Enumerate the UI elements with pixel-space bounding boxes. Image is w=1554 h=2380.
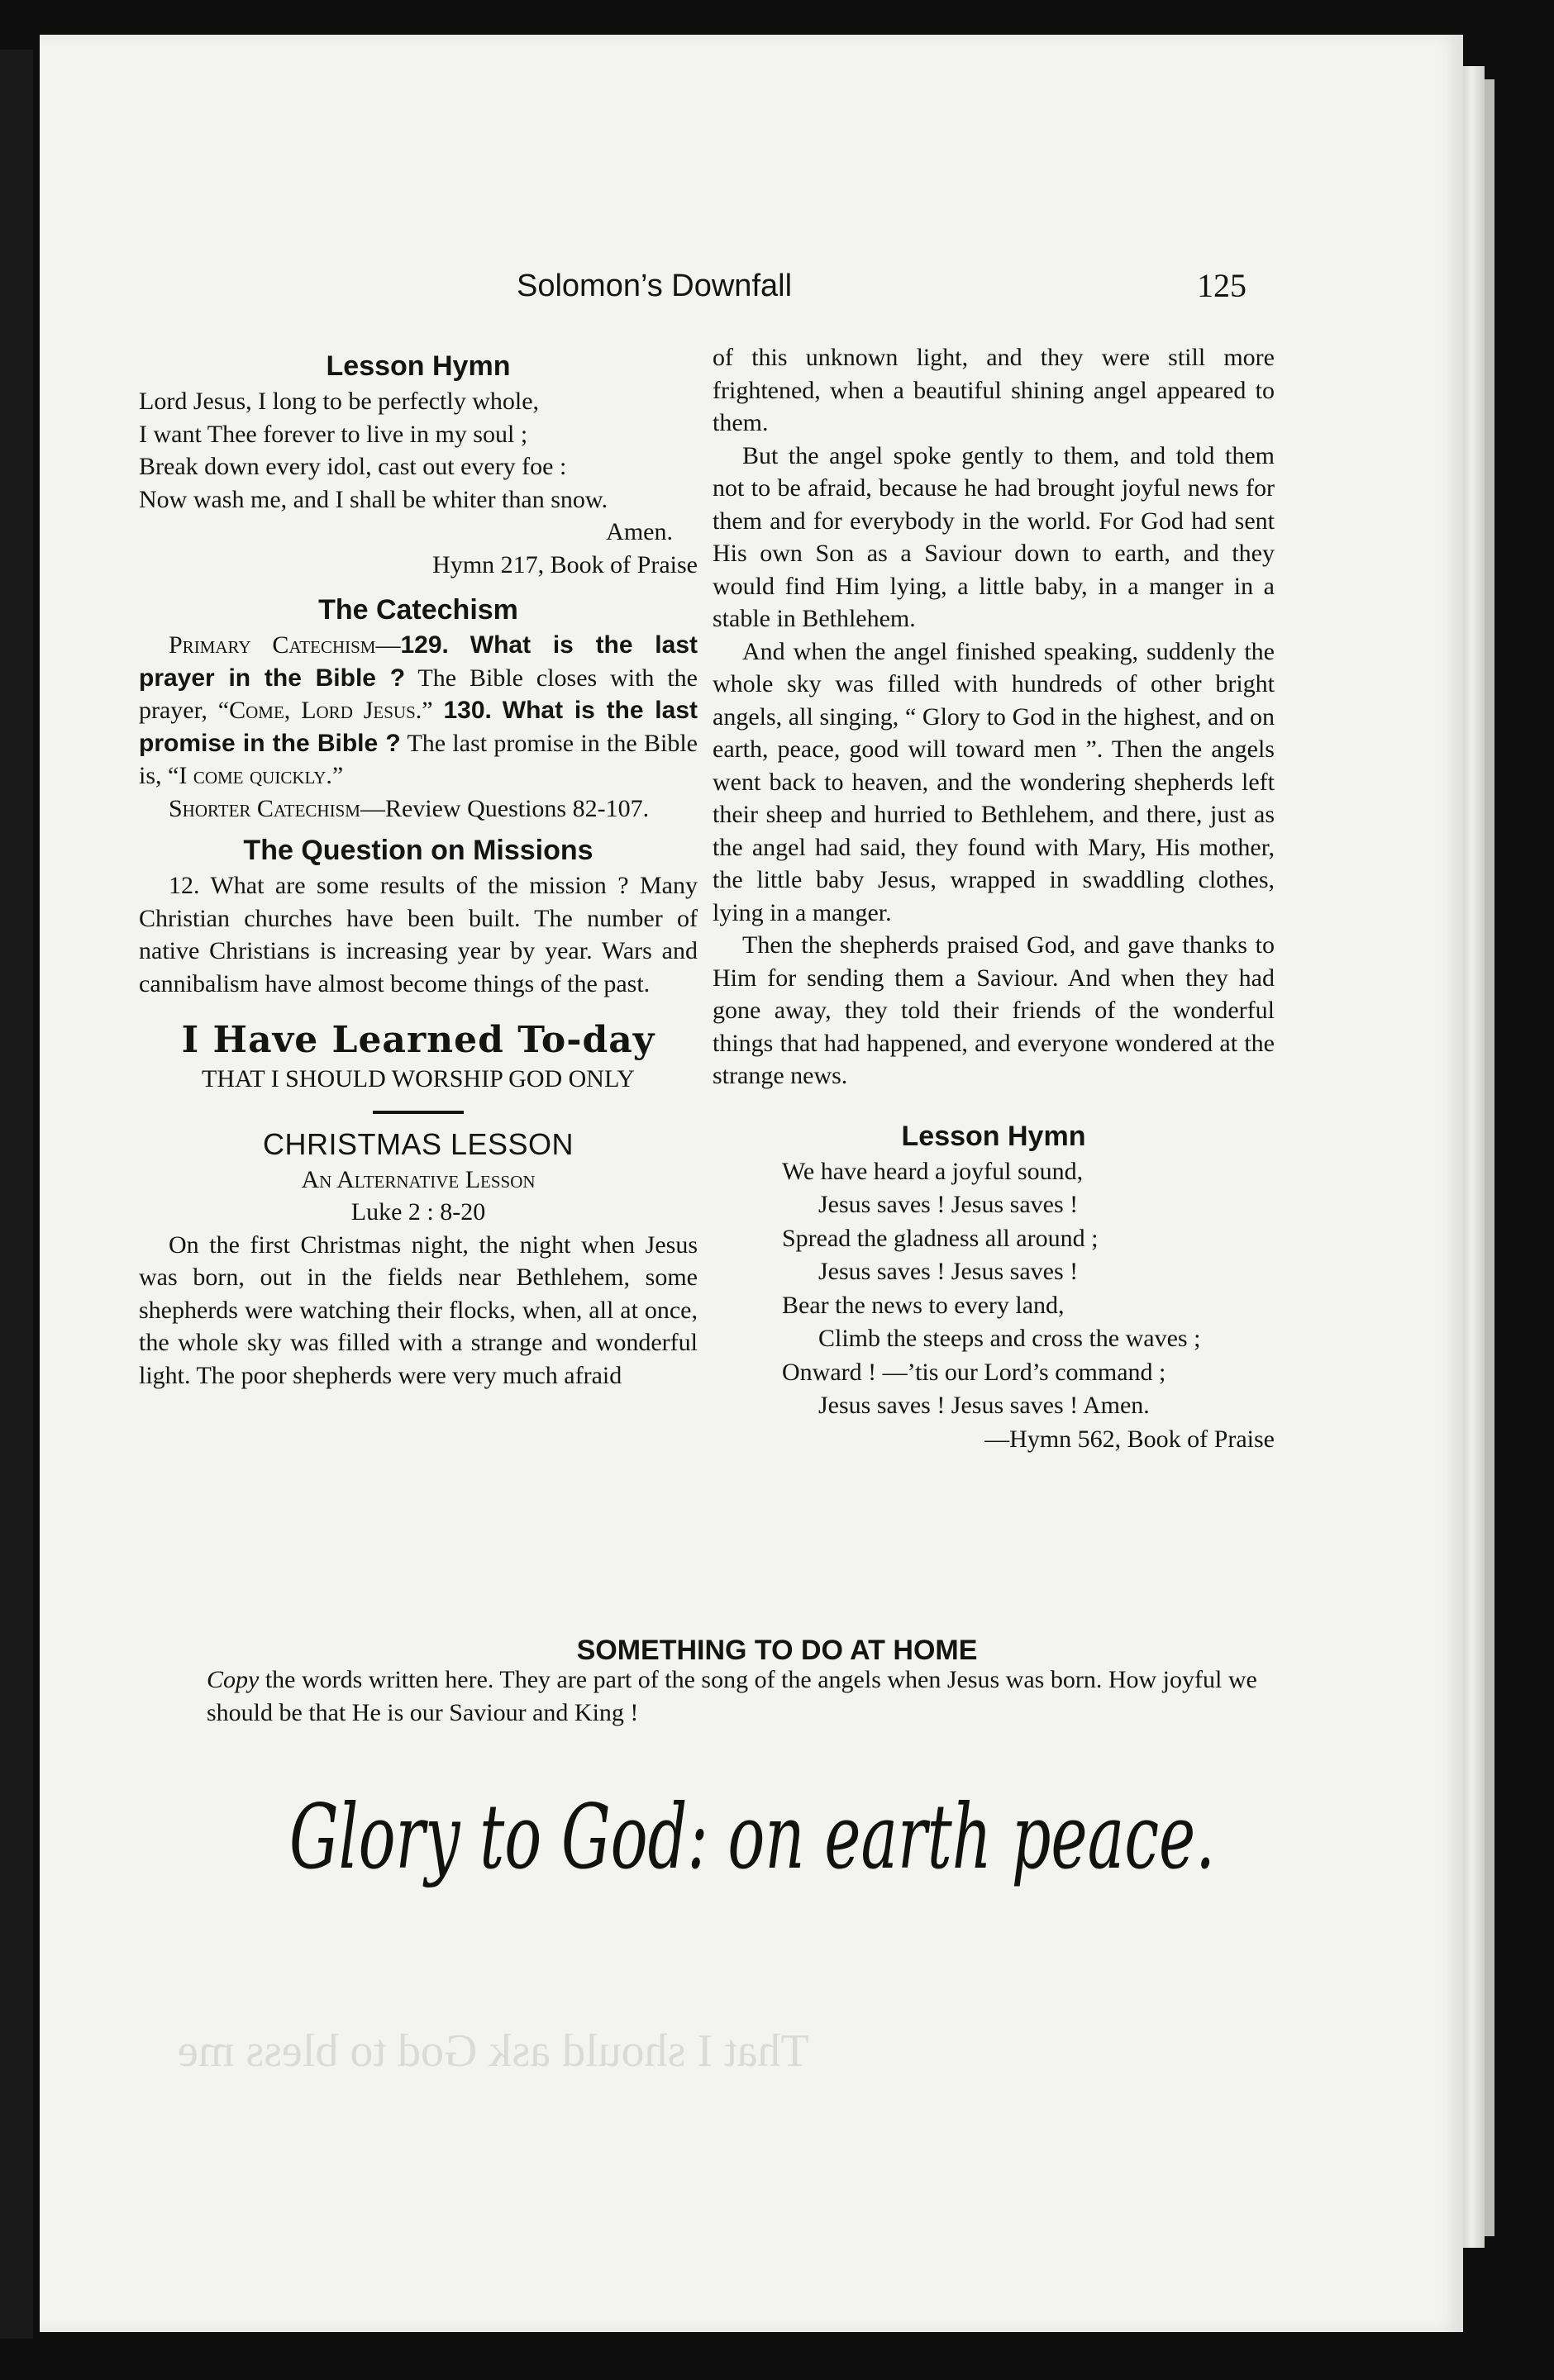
hymn-amen: Amen. xyxy=(606,518,673,545)
hymn-line: Break down every idol, cast out every foe : xyxy=(139,453,567,480)
missions-text: 12. What are some results of the mission ? Many Christian churches have been built. The number of native Christians is increasing year by year. Wars and cannibalism have almost become things of the past. xyxy=(139,872,698,997)
hymn-line: Jesus saves ! Jesus saves ! Amen. xyxy=(818,1392,1150,1419)
copy-word: Copy xyxy=(207,1666,260,1693)
catechism-primary: Primary Catechism—129. What is the last prayer in the Bible ? The Bible closes with the prayer, “Come, Lord Jesus.” 130. What is the last promise in the Bible ? The last promise in the Bible is, “I come quickly.” xyxy=(139,631,698,789)
hymn-line: Jesus saves ! Jesus saves ! xyxy=(818,1258,1079,1285)
lesson-hymn-2-title: Lesson Hymn xyxy=(901,1120,1086,1152)
lesson-hymn xyxy=(139,385,698,581)
running-header: Solomon’s Downfall xyxy=(517,269,793,303)
page-edge xyxy=(1463,66,1485,2248)
hymn-source: —Hymn 562, Book of Praise xyxy=(984,1425,1275,1453)
catechism-title: The Catechism xyxy=(318,594,518,626)
story-paragraph: of this unknown light, and they were still more frightened, when a beautiful shining angel appeared to them. xyxy=(713,344,1275,436)
catechism-label: Primary Catechism xyxy=(169,631,376,659)
learned-subtitle: THAT I SHOULD WORSHIP GOD ONLY xyxy=(202,1065,635,1092)
catechism-shorter: Shorter Catechism—Review Questions 82-107. xyxy=(169,794,650,822)
handwritten-script xyxy=(281,1760,1240,1925)
hymn-line: Bear the news to every land, xyxy=(782,1291,1065,1319)
hymn-line: Spread the gladness all around ; xyxy=(782,1224,1099,1252)
question-number: 130. xyxy=(443,697,492,724)
hymn-source: Hymn 217, Book of Praise xyxy=(432,550,698,578)
lesson-hymn-title: Lesson Hymn xyxy=(326,350,511,382)
hymn-line: Now wash me, and I shall be whiter than snow. xyxy=(139,485,608,513)
page-edge-shadow xyxy=(1485,79,1494,2236)
christmas-subtitle: An Alternative Lesson xyxy=(301,1165,536,1193)
learned-title: I Have Learned To-day xyxy=(181,1019,655,1061)
book-spine xyxy=(0,50,33,2339)
hymn-line: Jesus saves ! Jesus saves ! xyxy=(818,1191,1079,1218)
catechism-question: What is the last promise in the Bible ? xyxy=(139,697,698,757)
christmas-reference: Luke 2 : 8-20 xyxy=(350,1198,486,1226)
story-paragraph: But the angel spoke gently to them, and told them not to be afraid, because he had brought joyful news for them and for everybody in the world. For God had sent His own Son as a Saviour down to earth, and they would find Him lying, a little baby, in a manger in a stable in Bethlehem. xyxy=(713,441,1275,632)
story-paragraph: And when the angel finished speaking, suddenly the whole sky was filled with hundreds of other bright angels, all singing, “ Glory to God in the highest, and on earth, peace, good will toward men ”. Then the angels went back to heaven, and the wondering shepherds left their sheep and hurried to Bethlehem, and there, just as the angel had said, they found with Mary, His mother, the little baby Jesus, wrapped in swaddling clothes, lying in a manger. xyxy=(713,637,1275,926)
page-number: 125 xyxy=(1197,267,1247,304)
bleed-through-text: That I should ask God to bless me xyxy=(178,2025,809,2077)
script-text: Glory to God: on earth peace. xyxy=(289,1786,1215,1889)
hymn-line: Lord Jesus, I long to be perfectly whole, xyxy=(139,388,540,415)
catechism-question: What is the last prayer in the Bible ? xyxy=(139,631,698,692)
hymn-line: Onward ! —’tis our Lord’s command ; xyxy=(782,1358,1166,1386)
hymn-line: I want Thee forever to live in my soul ; xyxy=(139,420,528,448)
lesson-hymn-2 xyxy=(713,1155,1275,1423)
question-number: 129. xyxy=(400,631,449,659)
right-column xyxy=(713,341,1275,1455)
hymn-line: We have heard a joyful sound, xyxy=(782,1157,1084,1185)
divider-rule xyxy=(373,1111,464,1114)
left-column xyxy=(139,347,698,1392)
missions-title: The Question on Missions xyxy=(243,835,593,866)
christmas-title: CHRISTMAS LESSON xyxy=(262,1126,574,1161)
christmas-text: On the first Christmas night, the night when Jesus was born, out in the fields near Bethlehem, some shepherds were watching their flocks, when, all at once, the whole sky was filled with a strange and wonderful light. The poor shepherds were very much afraid xyxy=(139,1230,698,1389)
hymn-line: Climb the steeps and cross the waves ; xyxy=(818,1325,1201,1352)
home-title: SOMETHING TO DO AT HOME xyxy=(576,1635,978,1666)
story-paragraph: Then the shepherds praised God, and gave thanks to Him for sending them a Saviour. And when they had gone away, they told their friends of the wonderful things that had happened, and everyone wondered at the strange news. xyxy=(713,931,1275,1089)
home-text: Copy the words written here. They are part of the song of the angels when Jesus was born. How joyful we should be that He is our Saviour and King ! xyxy=(207,1666,1257,1726)
